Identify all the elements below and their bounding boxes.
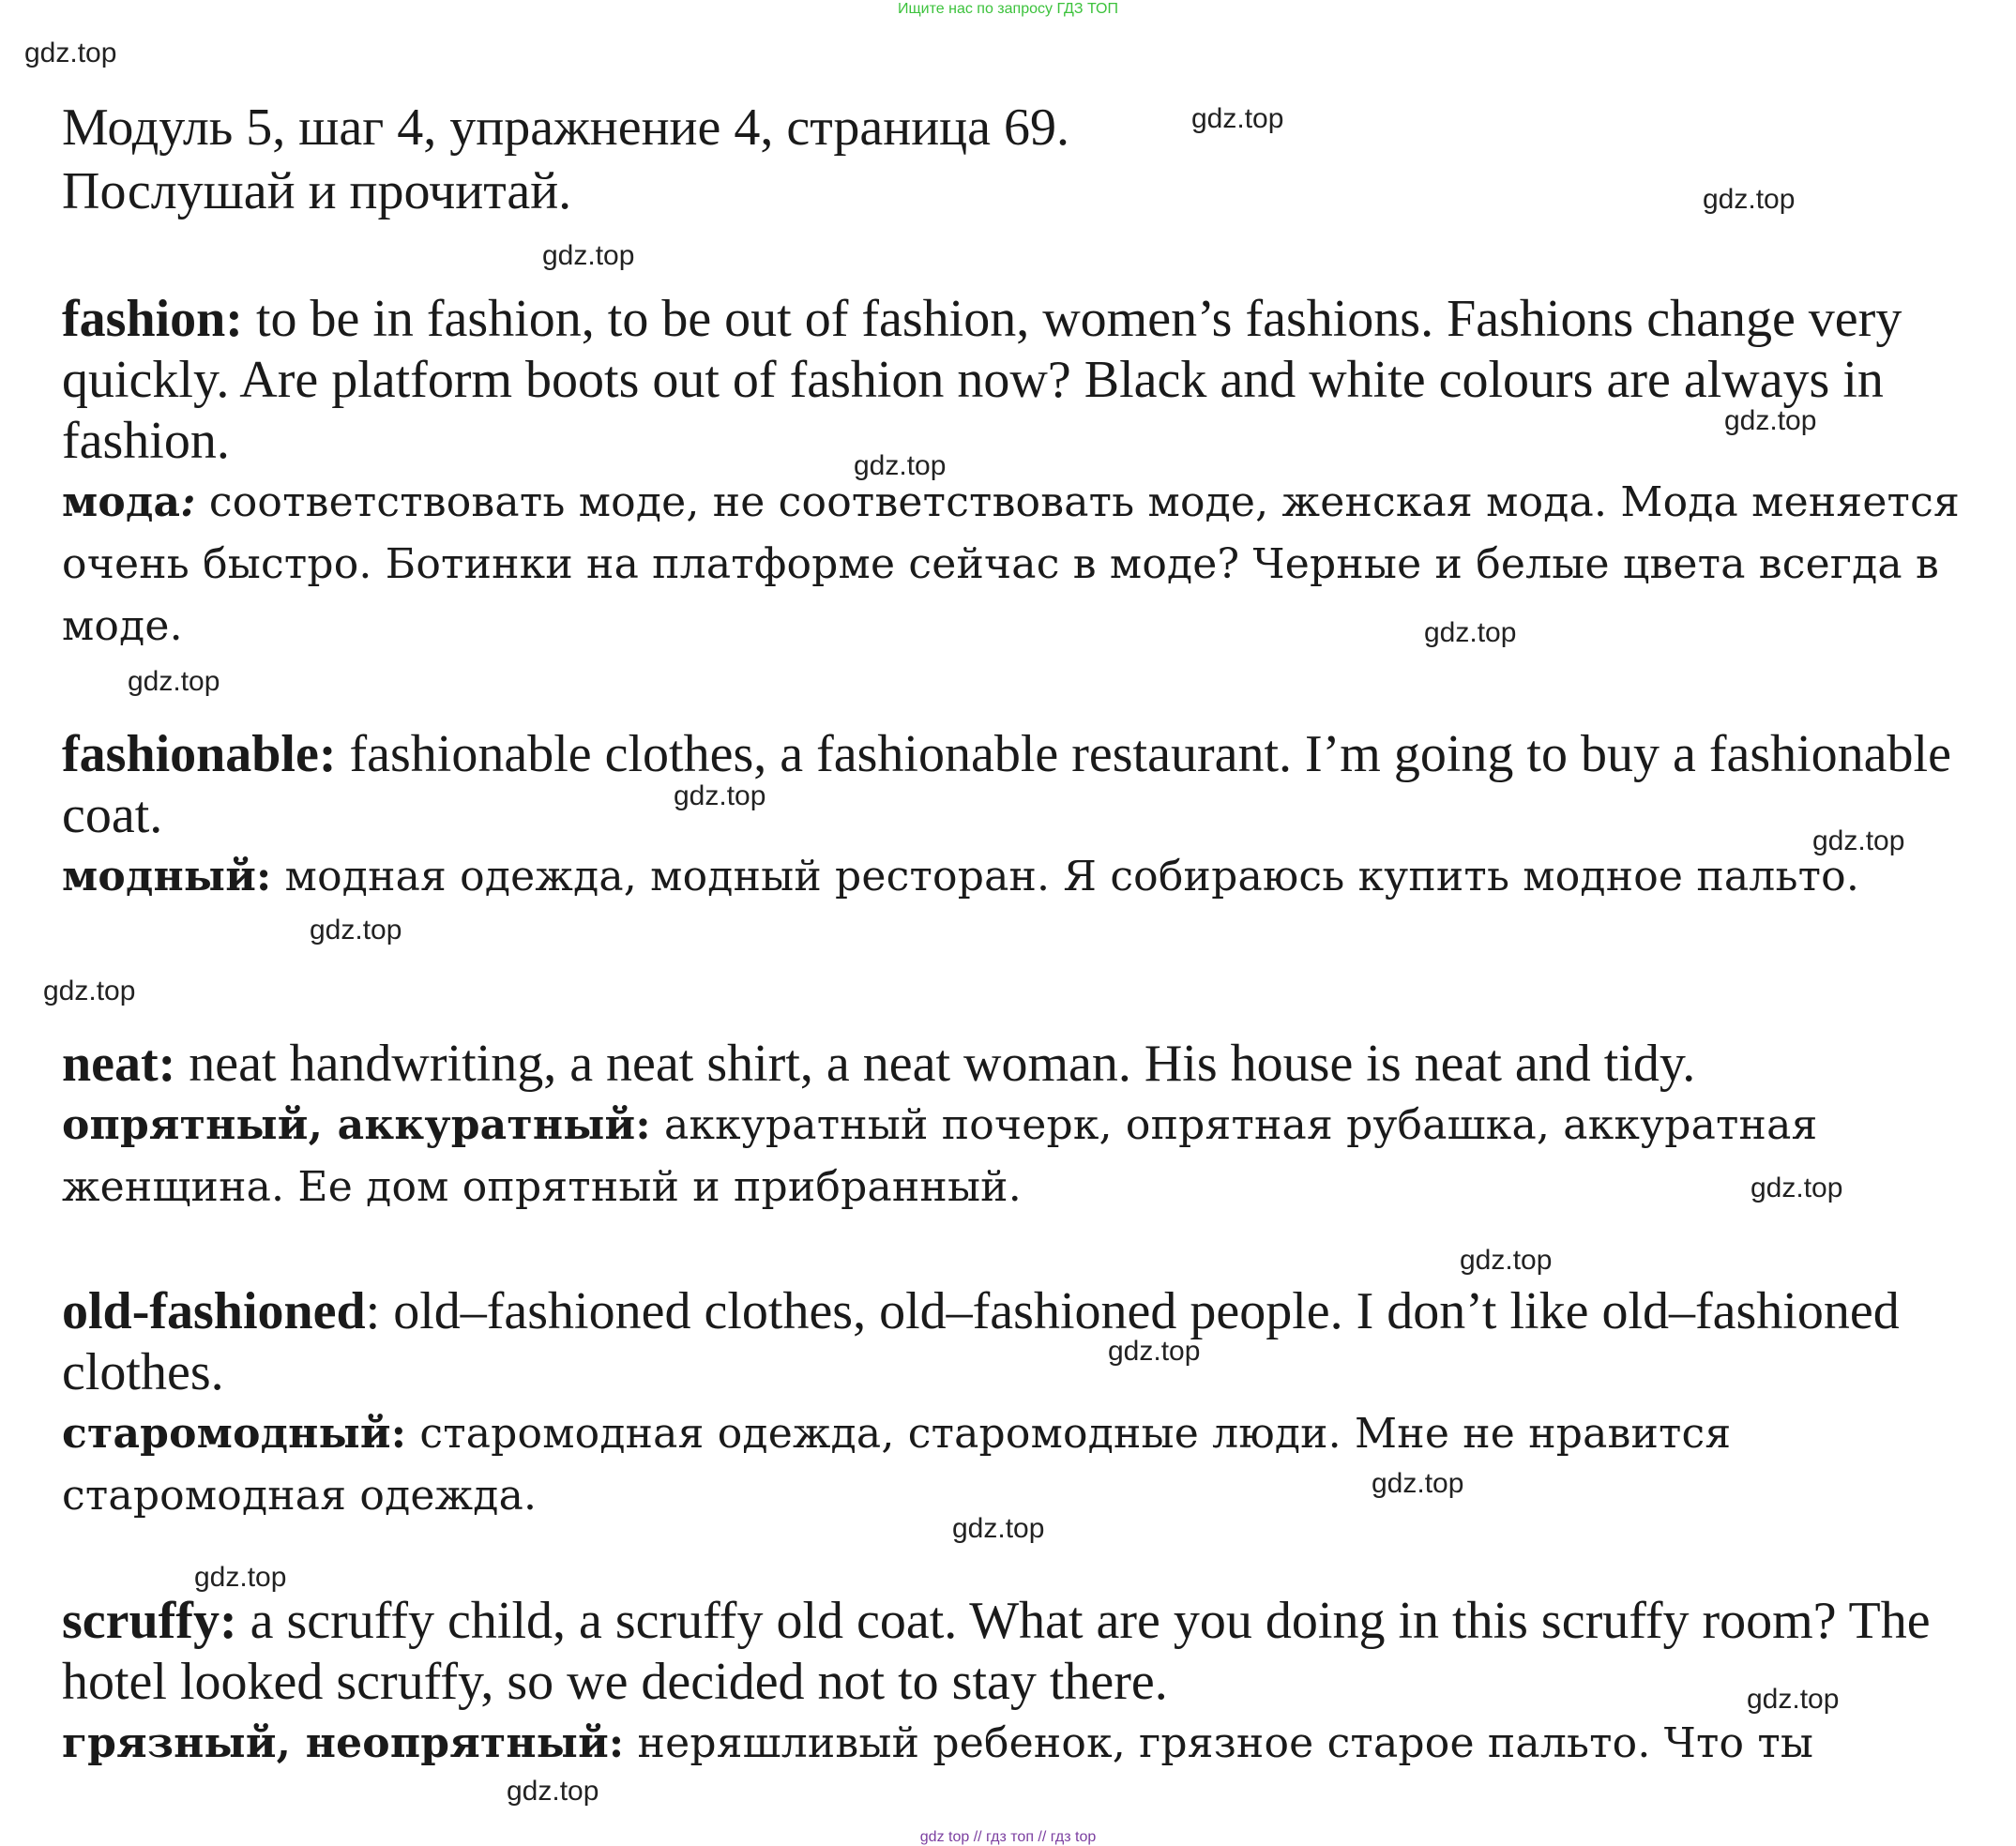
watermark: gdz.top (1424, 617, 1517, 648)
english-term: scruffy: (62, 1592, 237, 1650)
russian-translation (62, 846, 1976, 908)
english-examples: to be in fashion, to be out of fashion, women’s fashions. Fashions change very quickly. Are platform boots out of fashion now? Black and white colours are always in fashion. (62, 290, 1902, 470)
english-term: fashionable: (62, 725, 337, 783)
english-examples: a scruffy child, a scruffy old coat. What are you doing in this scruffy room? The hotel looked scruffy, so we decided not to stay there. (62, 1592, 1931, 1711)
exercise-instruction: Послушай и прочитай. (62, 162, 572, 220)
russian-examples: аккуратный почерк, опрятная рубашка, аккуратная женщина. Ее дом опрятный и прибранный. (62, 1101, 1818, 1211)
watermark: gdz.top (542, 240, 635, 271)
russian-translation (62, 1713, 1976, 1775)
watermark: gdz.top (43, 976, 136, 1006)
watermark: gdz.top (1460, 1245, 1553, 1276)
watermark: gdz.top (1108, 1336, 1201, 1367)
watermark: gdz.top (194, 1562, 287, 1593)
english-definition (62, 1034, 1976, 1095)
vocab-entry-scruffy (62, 1591, 1976, 1775)
english-examples: : old–fashioned clothes, old–fashioned people. I don’t like old–fashioned clothes. (62, 1282, 1900, 1401)
russian-term-colon: : (180, 478, 196, 526)
watermark: gdz.top (507, 1776, 599, 1807)
english-definition (62, 724, 1976, 846)
english-examples: fashionable clothes, a fashionable restaurant. I’m going to buy a fashionable coat. (62, 725, 1951, 844)
russian-term: модный: (62, 853, 272, 900)
page-header (62, 96, 1069, 223)
english-definition (62, 1591, 1976, 1713)
watermark: gdz.top (952, 1513, 1045, 1544)
russian-examples: неряшливый ребенок, грязное старое пальто. Что ты (624, 1719, 1814, 1767)
russian-term: мода (62, 478, 181, 526)
russian-translation (62, 1403, 1976, 1527)
watermark: gdz.top (310, 915, 402, 946)
russian-examples: старомодная одежда, старомодные люди. Мне не нравится старомодная одежда. (62, 1410, 1732, 1520)
footer-links: gdz top // гдз топ // гдз top (919, 1829, 1097, 1845)
watermark: gdz.top (1751, 1173, 1843, 1203)
russian-term: старомодный: (62, 1410, 407, 1458)
english-definition (62, 289, 1976, 472)
watermark: gdz.top (1747, 1684, 1840, 1715)
watermark: gdz.top (1372, 1468, 1464, 1499)
vocab-entry-fashionable (62, 724, 1976, 908)
vocab-entry-neat (62, 1034, 1976, 1218)
watermark: gdz.top (1724, 405, 1817, 436)
english-term: old-fashioned (62, 1282, 366, 1340)
russian-translation (62, 1095, 1976, 1218)
watermark: gdz.top (1191, 103, 1284, 134)
russian-translation (62, 472, 1976, 658)
vocab-entry-old-fashioned (62, 1281, 1976, 1527)
watermark: gdz.top (674, 780, 766, 811)
russian-examples: соответствовать моде, не соответствовать моде, женская мода. Мода меняется очень быстро. Ботинки на платформе сейчас в моде? Черные и белые цвета всегда в моде. (62, 478, 1960, 650)
russian-examples: модная одежда, модный ресторан. Я собираюсь купить модное пальто. (271, 853, 1860, 900)
russian-term: опрятный, аккуратный: (62, 1101, 651, 1149)
english-term: neat: (62, 1035, 176, 1093)
exercise-reference: Модуль 5, шаг 4, упражнение 4, страница 69. (62, 98, 1070, 157)
watermark: gdz.top (854, 450, 947, 481)
watermark: gdz.top (1812, 825, 1905, 856)
watermark: gdz.top (128, 666, 220, 697)
english-examples: neat handwriting, a neat shirt, a neat woman. His house is neat and tidy. (175, 1035, 1696, 1093)
watermark: gdz.top (24, 38, 117, 68)
top-banner: Ищите нас по запросу ГДЗ ТОП (898, 1, 1118, 17)
english-term: fashion: (62, 290, 243, 348)
russian-term: грязный, неопрятный: (62, 1719, 625, 1767)
english-definition (62, 1281, 1976, 1403)
watermark: gdz.top (1703, 184, 1796, 215)
vocab-entry-fashion (62, 289, 1976, 658)
